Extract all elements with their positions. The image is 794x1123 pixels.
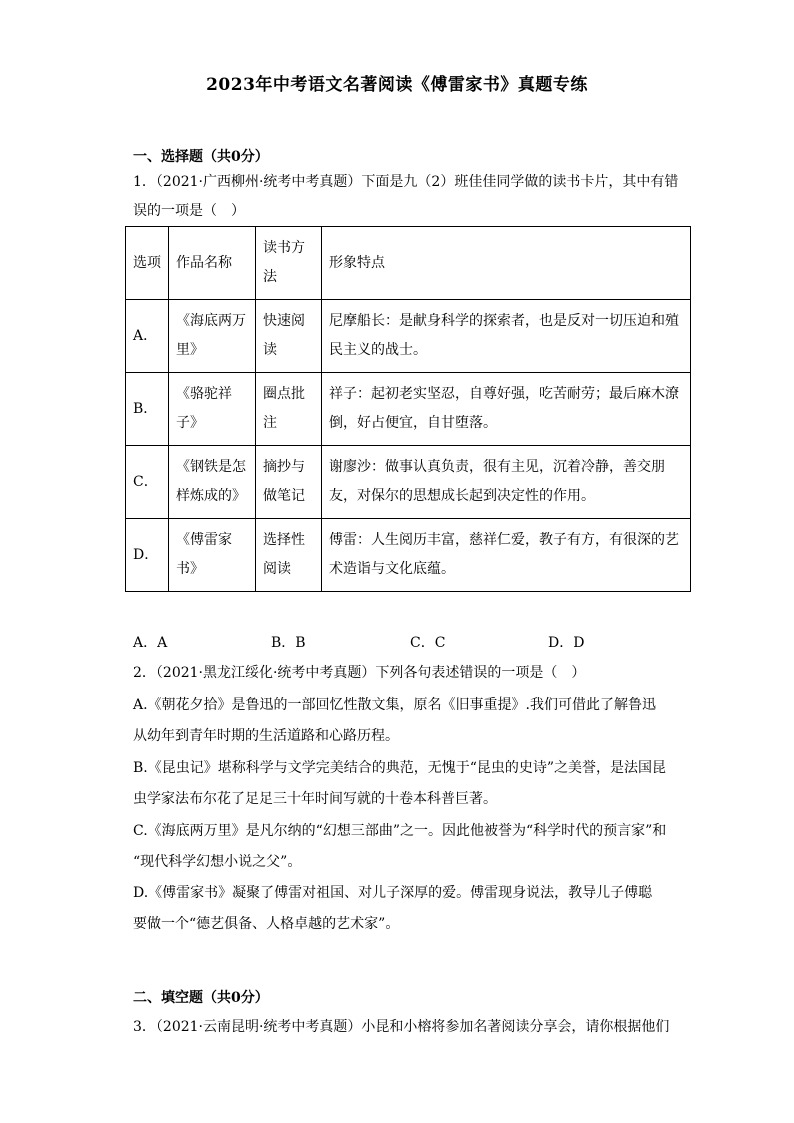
table-row — [126, 519, 691, 592]
row-option: D． — [126, 519, 169, 592]
row-work-title: 《傅雷家书》 — [169, 519, 256, 592]
answer-option-a: A．A — [133, 635, 168, 651]
row-reading-method: 选择性阅读 — [256, 519, 322, 592]
table-row — [126, 373, 691, 446]
row-character-traits: 傅雷：人生阅历丰富，慈祥仁爱，教子有方，有很深的艺术造诣与文化底蕴。 — [322, 519, 691, 592]
row-option: A． — [126, 300, 169, 373]
reading-card-table — [125, 226, 691, 592]
question-1-stem-line2: 误的一项是（ ） — [133, 203, 245, 219]
question-3-stem: 3．（2021·云南昆明·统考中考真题）小昆和小榕将参加名著阅读分享会，请你根据他们 — [133, 1019, 670, 1035]
question-2-line: 要做一个“德艺俱备、人格卓越的艺术家”。 — [133, 916, 400, 932]
row-character-traits: 谢廖沙：做事认真负责，很有主见，沉着冷静，善交朋友，对保尔的思想成长起到决定性的作用。 — [322, 446, 691, 519]
question-2-line: “现代科学幻想小说之父”。 — [133, 854, 302, 870]
question-2-line: A.《朝花夕拾》是鲁迅的一部回忆性散文集，原名《旧事重提》.我们可借此了解鲁迅 — [133, 697, 657, 713]
row-character-traits: 尼摩船长：是献身科学的探索者，也是反对一切压迫和殖民主义的战士。 — [322, 300, 691, 373]
question-2-line: 虫学家法布尔花了足足三十年时间写就的十卷本科普巨著。 — [133, 791, 497, 807]
row-work-title: 《海底两万里》 — [169, 300, 256, 373]
header-character-traits: 形象特点 — [322, 227, 691, 300]
row-option: C． — [126, 446, 169, 519]
section-heading-fill-in: 二、填空题（共0分） — [133, 990, 269, 1006]
question-2-line: D.《傅雷家书》凝聚了傅雷对祖国、对儿子深厚的爱。傅雷现身说法，教导儿子傅聪 — [133, 885, 653, 901]
answer-option-b: B．B — [271, 635, 306, 651]
question-2-line: 从幼年到青年时期的生活道路和心路历程。 — [133, 728, 399, 744]
table-row — [126, 446, 691, 519]
question-2-line: B.《昆虫记》堪称科学与文学完美结合的典范，无愧于“昆虫的史诗”之美誉，是法国昆 — [133, 760, 667, 776]
question-2-line: C.《海底两万里》是凡尔纳的“幻想三部曲”之一。因此他被誉为“科学时代的预言家”和 — [133, 823, 667, 839]
answer-option-d: D．D — [548, 635, 585, 651]
question-2-stem: 2．（2021·黑龙江绥化·统考中考真题）下列各句表述错误的一项是（ ） — [133, 665, 586, 681]
header-option: 选项 — [126, 227, 169, 300]
row-reading-method: 快速阅读 — [256, 300, 322, 373]
row-option: B． — [126, 373, 169, 446]
header-work-title: 作品名称 — [169, 227, 256, 300]
page-title: 2023年中考语文名著阅读《傅雷家书》真题专练 — [206, 75, 588, 95]
table-header-row — [126, 227, 691, 300]
section-heading-choice: 一、选择题（共0分） — [133, 149, 269, 165]
row-character-traits: 祥子：起初老实坚忍，自尊好强，吃苦耐劳；最后麻木潦倒，好占便宜，自甘堕落。 — [322, 373, 691, 446]
row-work-title: 《钢铁是怎样炼成的》 — [169, 446, 256, 519]
row-work-title: 《骆驼祥子》 — [169, 373, 256, 446]
answer-option-c: C．C — [410, 635, 446, 651]
header-reading-method: 读书方法 — [256, 227, 322, 300]
row-reading-method: 摘抄与做笔记 — [256, 446, 322, 519]
question-1-stem-line1: 1．（2021·广西柳州·统考中考真题）下面是九（2）班佳佳同学做的读书卡片，其中有错 — [133, 174, 679, 190]
row-reading-method: 圈点批注 — [256, 373, 322, 446]
table-row — [126, 300, 691, 373]
